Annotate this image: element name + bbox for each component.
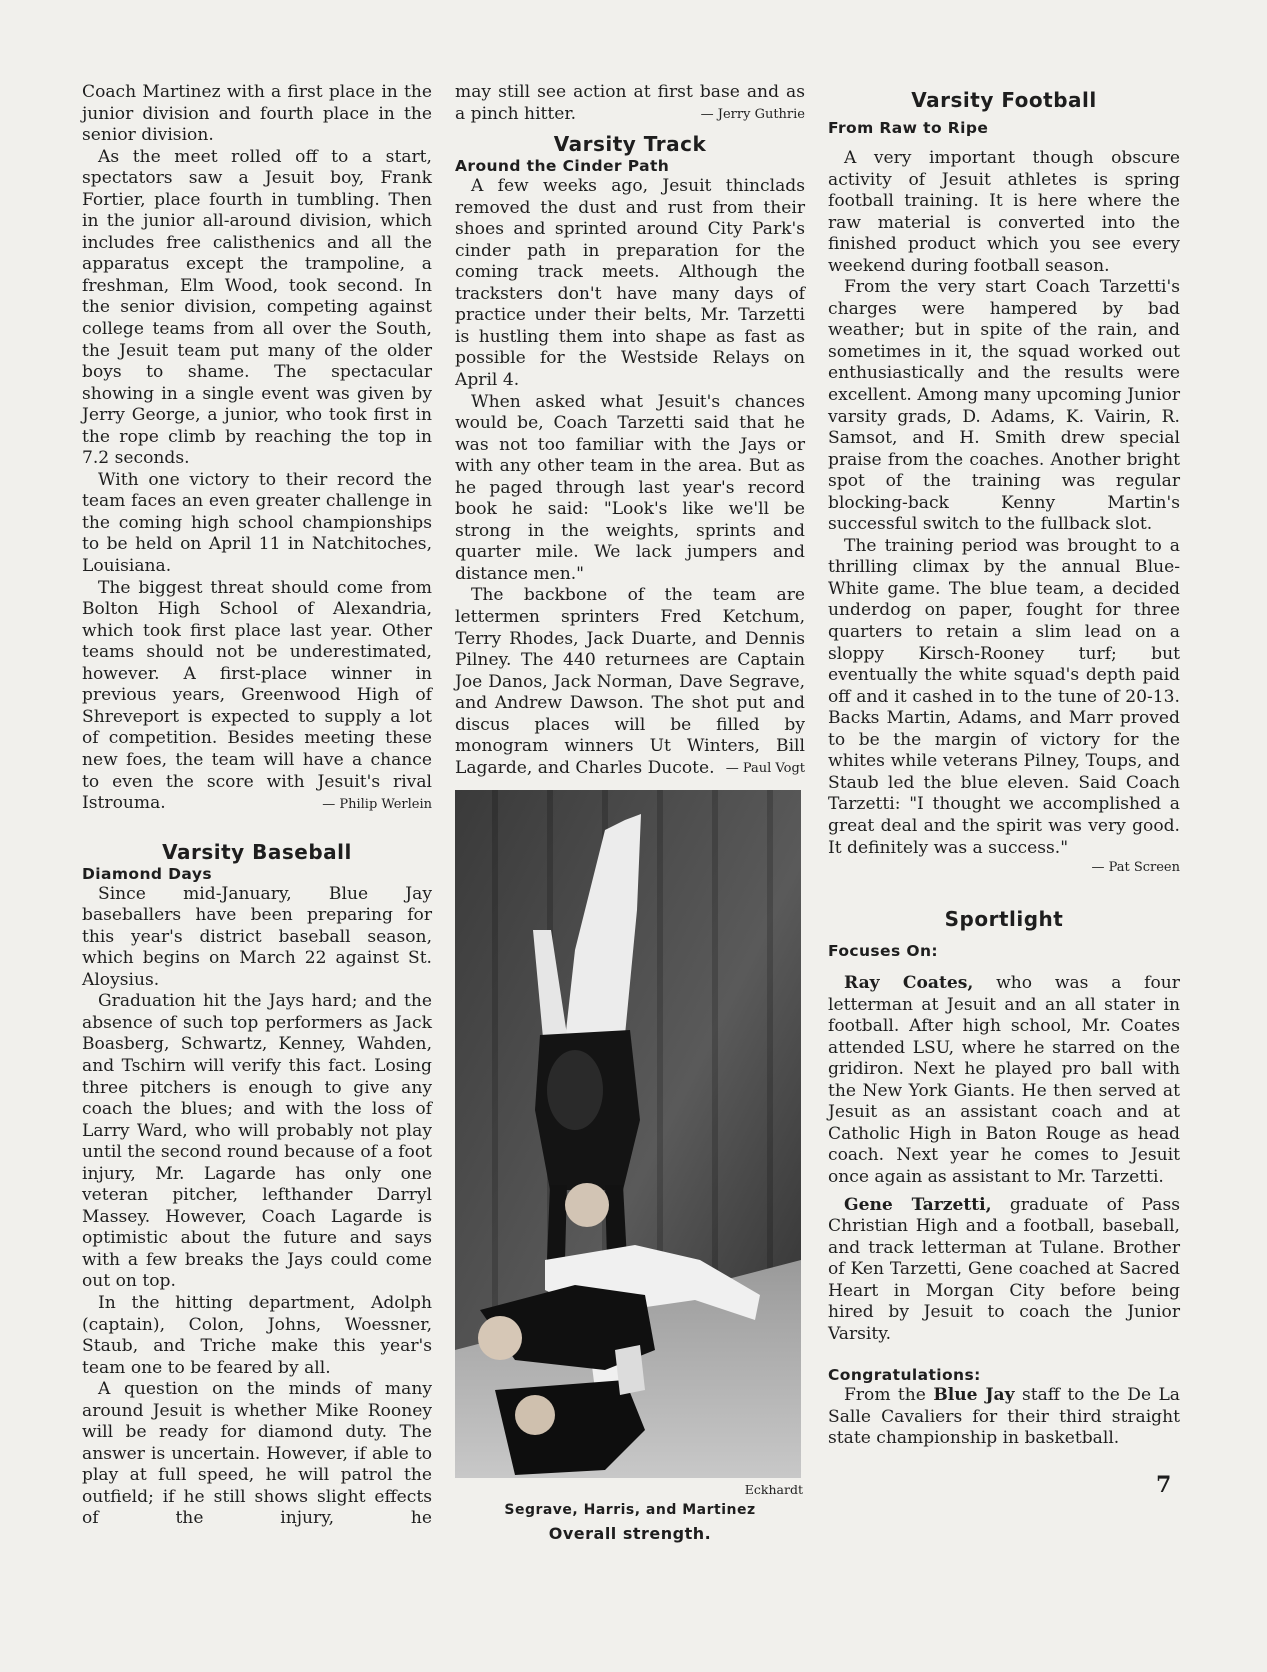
football-paragraph-2: From the very start Coach Tarzetti's charges were hampered by bad weather; but in spite of the rain, and sometimes in it, the squad worked out enthusiastically and the results were excellent. Among many upcoming Junior varsity grads, D. Adams, K. Vairin, R. Samsot, and H. Smith drew special praise from the coaches. Another bright spot of the training was regular blocking-back Kenny Martin's successful switch to the fullback slot. — [828, 277, 1180, 535]
page-number: 7 — [1156, 1472, 1172, 1498]
congrats-post: staff to the De La Salle Cavaliers for their third straight state championship in basketball. — [828, 1385, 1180, 1449]
sportlight-coates-text: who was a four letterman at Jesuit and an all stater in football. After high school, Mr. Coates attended LSU, where he starred on the gridiron. Next he played pro ball with the New York Giants. He then served at Jesuit as an assistant coach and at Catholic High in Baton Rouge as head coach. Next year he comes to Jesuit once again as assistant to Mr. Tarzetti. — [828, 973, 1180, 1187]
byline-paul-vogt: — Paul Vogt — [725, 761, 805, 777]
baseball-paragraph-3: In the hitting department, Adolph (captain), Colon, Johns, Woessner, Staub, and Triche make this year's team one to be feared by all. — [82, 1292, 432, 1378]
baseball-paragraph-2: Graduation hit the Jays hard; and the absence of such top performers as Jack Boasberg, Schwartz, Kenney, Wahden, and Tschirn will verify this fact. Losing three pitchers is enough to give any coach the blues; and with the loss of Larry Ward, who will probably not play until the second round because of a foot injury, Mr. Lagarde has only one veteran pitcher, lefthander Darryl Massey. However, Coach Lagarde is optimistic about the future and says with a few breaks the Jays could come out on top. — [82, 991, 432, 1292]
photo-caption-names: Segrave, Harris, and Martinez — [504, 1502, 756, 1519]
name-ray-coates: Ray Coates, — [844, 973, 974, 994]
sportlight-coates — [828, 973, 1180, 1188]
gymnastics-paragraph-2: As the meet rolled off to a start, spectators saw a Jesuit boy, Frank Fortier, place fourth in tumbling. Then in the junior all-around division, which includes free calisthenics and all the apparatus except the trampoline, a freshman, Elm Wood, took second. In the senior division, competing against college teams from all over the South, the Jesuit team put many of the older boys to shame. The spectacular showing in a single event was given by Jerry George, a junior, who took first in the rope climb by reaching the top in 7.2 seconds. — [82, 146, 432, 469]
congrats-pre: From the — [844, 1385, 934, 1406]
column-middle — [455, 82, 805, 1546]
sportlight-tarzetti-text: graduate of Pass Christian High and a football, baseball, and track letterman at Tulane. Brother of Ken Tarzetti, Gene coached at Sacred Heart in Morgan City before being hired by Jesuit to coach the Junior Varsity. — [828, 1194, 1180, 1344]
congratulations-text — [828, 1385, 1180, 1450]
track-paragraph-1: A few weeks ago, Jesuit thinclads removed the dust and rust from their shoes and sprinted around City Park's cinder path in preparation for the coming track meets. Although the tracksters don't have many days of practice under their belts, Mr. Tarzetti is hustling them into shape as fast as possible for the Westside Relays on April 4. — [455, 176, 805, 391]
gymnastics-paragraph-3: With one victory to their record the team faces an even greater challenge in the coming high school championships to be held on April 11 in Natchitoches, Louisiana. — [82, 469, 432, 577]
gymnastics-photo — [455, 790, 801, 1478]
byline-jerry-guthrie: — Jerry Guthrie — [700, 107, 805, 123]
name-gene-tarzetti: Gene Tarzetti, — [844, 1194, 992, 1215]
track-paragraph-2: When asked what Jesuit's chances would be, Coach Tarzetti said that he was not too familiar with the Jays or with any other team in the area. But as he paged through last year's record book he said: "Look's like we'll be strong in the weights, sprints and quarter mile. We lack jumpers and distance men." — [455, 391, 805, 584]
congratulations-heading: Congratulations: — [828, 1366, 981, 1385]
blue-jay-name: Blue Jay — [933, 1385, 1015, 1406]
football-heading: Varsity Football — [911, 88, 1097, 112]
gymnastics-paragraph-1: Coach Martinez with a first place in the junior division and fourth place in the senior division. — [82, 82, 432, 146]
gymnastics-paragraph-4: The biggest threat should come from Bolton High School of Alexandria, which took first place last year. Other teams should not be underestimated, however. A first-place winner in previous years, Greenwood High of Shreveport is expected to supply a lot of competition. Besides meeting these new foes, the team will have a chance to even the score with Jesuit's rival Istrouma. — [82, 577, 432, 814]
byline-philip-werlein: — Philip Werlein — [322, 796, 432, 812]
football-paragraph-1: A very important though obscure activity of Jesuit athletes is spring football training. It is here where the raw material is converted into the finished product which you see every weekend during football season. — [828, 148, 1180, 276]
baseball-subheading: Diamond Days — [82, 864, 212, 883]
baseball-heading: Varsity Baseball — [162, 839, 352, 864]
track-heading: Varsity Track — [553, 132, 707, 157]
football-paragraph-3: The training period was brought to a thrilling climax by the annual Blue-White game. The blue team, a decided underdog on paper, fought for three quarters to retain a slim lead on a sloppy Kirsch-Rooney turf; but eventually the white squad's depth paid off and it cashed in to the tune of 20-13. Backs Martin, Adams, and Marr proved to be the margin of victory for the whites while veterans Pilney, Toups, and Staub led the blue eleven. Said Coach Tarzetti: "I thought we accomplished a great deal and the spirit was very good. It definitely was a success." — [828, 535, 1180, 858]
acrobats-illustration — [455, 790, 801, 1478]
baseball-paragraph-1: Since mid-January, Blue Jay baseballers have been preparing for this year's district baseball season, which begins on March 22 against St. Aloysius. — [82, 883, 432, 990]
photo-credit: Eckhardt — [744, 1482, 803, 1498]
baseball-paragraph-continued: may still see action at first base and as a pinch hitter. — [455, 82, 805, 124]
track-subheading: Around the Cinder Path — [455, 157, 670, 176]
column-left — [82, 82, 432, 1530]
track-paragraph-3: The backbone of the team are lettermen sprinters Fred Ketchum, Terry Rhodes, Jack Duarte, and Dennis Pilney. The 440 returnees are Captain Joe Danos, Jack Norman, Dave Segrave, and Andrew Dawson. The shot put and discus places will be filled by monogram winners Ut Winters, Bill Lagarde, and Charles Ducote. — [455, 585, 805, 778]
photo-caption-title: Overall strength. — [548, 1524, 712, 1544]
column-right — [828, 82, 1180, 1450]
sportlight-tarzetti — [828, 1195, 1180, 1346]
sportlight-subheading: Focuses On: — [828, 942, 939, 961]
sportlight-heading: Sportlight — [944, 907, 1064, 932]
baseball-paragraph-4: A question on the minds of many around Jesuit is whether Mike Rooney will be ready for diamond duty. The answer is uncertain. However, if able to play at full speed, he will patrol the outfield; if he still shows slight effects of the injury, he — [82, 1379, 432, 1529]
football-subheading: From Raw to Ripe — [828, 119, 989, 137]
byline-pat-screen: — Pat Screen — [1091, 860, 1180, 876]
